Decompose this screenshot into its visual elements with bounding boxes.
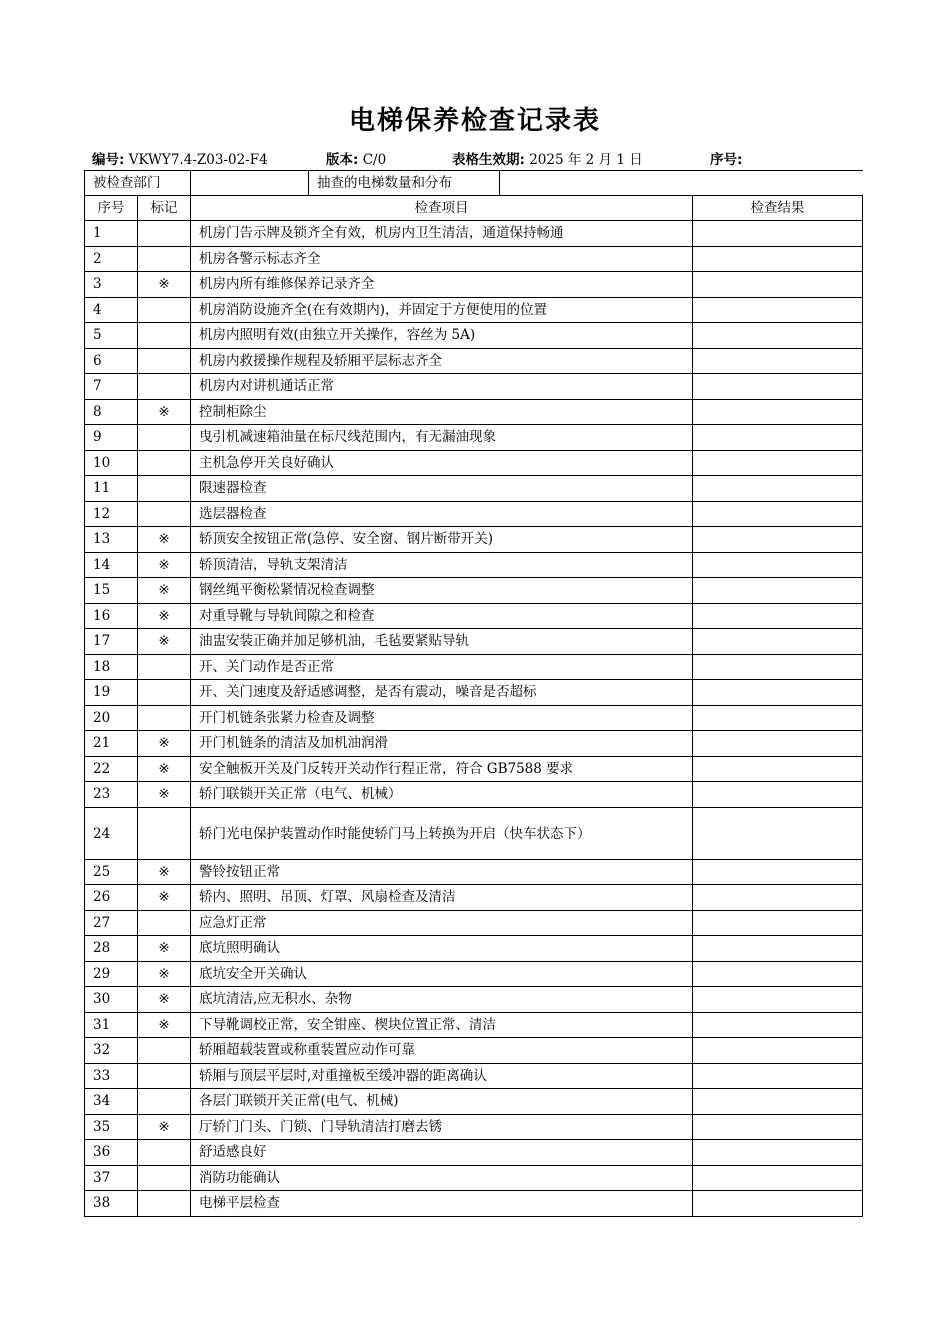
row-result-cell[interactable] <box>693 374 863 400</box>
row-result-cell[interactable] <box>693 936 863 962</box>
row-mark <box>138 654 191 680</box>
code-label: 编号: <box>92 152 125 168</box>
table-row <box>85 323 863 349</box>
row-mark <box>138 807 191 859</box>
row-mark <box>138 476 191 502</box>
row-number: 27 <box>85 910 138 936</box>
row-item: 机房各警示标志齐全 <box>191 246 693 272</box>
row-result-cell[interactable] <box>693 1012 863 1038</box>
row-result-cell[interactable] <box>693 1063 863 1089</box>
row-mark: ※ <box>138 782 191 808</box>
table-row <box>85 1140 863 1166</box>
row-item: 机房内所有维修保养记录齐全 <box>191 272 693 298</box>
row-result-cell[interactable] <box>693 323 863 349</box>
row-result-cell[interactable] <box>693 425 863 451</box>
table-row <box>85 425 863 451</box>
row-item: 轿顶安全按钮正常(急停、安全窗、钢片断带开关) <box>191 527 693 553</box>
row-result-cell[interactable] <box>693 910 863 936</box>
row-item: 轿顶清洁，导轨支架清洁 <box>191 552 693 578</box>
row-number: 20 <box>85 705 138 731</box>
code-field <box>92 148 268 168</box>
row-number: 17 <box>85 629 138 655</box>
row-number: 10 <box>85 450 138 476</box>
table-row <box>85 501 863 527</box>
table-row <box>85 885 863 911</box>
table-row <box>85 1165 863 1191</box>
row-item: 底坑安全开关确认 <box>191 961 693 987</box>
table-row <box>85 654 863 680</box>
sample-value-cell[interactable] <box>500 171 863 196</box>
table-row <box>85 578 863 604</box>
row-item: 主机急停开关良好确认 <box>191 450 693 476</box>
header-result: 检查结果 <box>693 196 863 221</box>
row-mark <box>138 425 191 451</box>
row-result-cell[interactable] <box>693 221 863 247</box>
table-row <box>85 527 863 553</box>
row-item: 机房内救援操作规程及轿厢平层标志齐全 <box>191 348 693 374</box>
row-mark <box>138 374 191 400</box>
row-item: 轿门联锁开关正常（电气、机械） <box>191 782 693 808</box>
row-item: 消防功能确认 <box>191 1165 693 1191</box>
row-mark: ※ <box>138 272 191 298</box>
row-number: 18 <box>85 654 138 680</box>
row-number: 9 <box>85 425 138 451</box>
effective-date-label: 表格生效期: <box>452 152 525 168</box>
inspection-table <box>84 170 863 1217</box>
row-result-cell[interactable] <box>693 272 863 298</box>
row-item: 底坑照明确认 <box>191 936 693 962</box>
row-result-cell[interactable] <box>693 348 863 374</box>
table-row <box>85 1038 863 1064</box>
row-item: 钢丝绳平衡松紧情况检查调整 <box>191 578 693 604</box>
row-item: 对重导靴与导轨间隙之和检查 <box>191 603 693 629</box>
header-item: 检查项目 <box>191 196 693 221</box>
table-row <box>85 961 863 987</box>
row-mark: ※ <box>138 756 191 782</box>
row-item: 机房内照明有效(由独立开关操作，容丝为 5A) <box>191 323 693 349</box>
row-result-cell[interactable] <box>693 297 863 323</box>
row-item: 轿厢超载装置或称重装置应动作可靠 <box>191 1038 693 1064</box>
row-number: 31 <box>85 1012 138 1038</box>
row-result-cell[interactable] <box>693 603 863 629</box>
row-number: 35 <box>85 1114 138 1140</box>
row-result-cell[interactable] <box>693 1140 863 1166</box>
sample-label: 抽查的电梯数量和分布 <box>309 171 500 196</box>
row-mark: ※ <box>138 936 191 962</box>
row-mark <box>138 246 191 272</box>
row-result-cell[interactable] <box>693 807 863 859</box>
row-result-cell[interactable] <box>693 1089 863 1115</box>
row-mark <box>138 221 191 247</box>
row-mark <box>138 450 191 476</box>
row-result-cell[interactable] <box>693 246 863 272</box>
row-result-cell[interactable] <box>693 654 863 680</box>
row-item: 机房内对讲机通话正常 <box>191 374 693 400</box>
effective-date-value: 2025 年 2 月 1 日 <box>529 152 643 168</box>
table-row <box>85 297 863 323</box>
row-number: 33 <box>85 1063 138 1089</box>
row-item: 下导靴调校正常，安全钳座、楔块位置正常、清洁 <box>191 1012 693 1038</box>
code-value: VKWY7.4-Z03-02-F4 <box>128 152 268 168</box>
table-row <box>85 552 863 578</box>
row-item: 电梯平层检查 <box>191 1191 693 1217</box>
table-row <box>85 1114 863 1140</box>
row-item: 选层器检查 <box>191 501 693 527</box>
row-result-cell[interactable] <box>693 450 863 476</box>
row-item: 油盅安装正确并加足够机油，毛毡要紧贴导轨 <box>191 629 693 655</box>
row-mark <box>138 297 191 323</box>
table-row <box>85 1063 863 1089</box>
row-number: 29 <box>85 961 138 987</box>
row-mark: ※ <box>138 961 191 987</box>
table-row <box>85 374 863 400</box>
row-result-cell[interactable] <box>693 961 863 987</box>
row-item: 安全触板开关及门反转开关动作行程正常，符合 GB7588 要求 <box>191 756 693 782</box>
row-item: 机房消防设施齐全(在有效期内)，并固定于方便使用的位置 <box>191 297 693 323</box>
row-mark <box>138 323 191 349</box>
row-item: 开、关门动作是否正常 <box>191 654 693 680</box>
row-result-cell[interactable] <box>693 987 863 1013</box>
row-result-cell[interactable] <box>693 859 863 885</box>
row-item: 警铃按钮正常 <box>191 859 693 885</box>
row-number: 2 <box>85 246 138 272</box>
row-number: 38 <box>85 1191 138 1217</box>
table-row <box>85 936 863 962</box>
row-mark: ※ <box>138 1012 191 1038</box>
row-item: 开、关门速度及舒适感调整，是否有震动，噪音是否超标 <box>191 680 693 706</box>
row-mark: ※ <box>138 629 191 655</box>
version-field <box>326 148 386 168</box>
row-mark: ※ <box>138 527 191 553</box>
table-row <box>85 399 863 425</box>
row-number: 25 <box>85 859 138 885</box>
row-mark: ※ <box>138 859 191 885</box>
row-result-cell[interactable] <box>693 782 863 808</box>
row-number: 36 <box>85 1140 138 1166</box>
row-item: 轿门光电保护装置动作时能使轿门马上转换为开启（快车状态下） <box>191 807 693 859</box>
row-result-cell[interactable] <box>693 399 863 425</box>
row-result-cell[interactable] <box>693 731 863 757</box>
table-row <box>85 1089 863 1115</box>
row-number: 14 <box>85 552 138 578</box>
row-number: 19 <box>85 680 138 706</box>
row-mark: ※ <box>138 552 191 578</box>
table-row <box>85 1191 863 1217</box>
row-number: 4 <box>85 297 138 323</box>
department-value-cell[interactable] <box>191 171 309 196</box>
row-number: 7 <box>85 374 138 400</box>
table-row <box>85 756 863 782</box>
row-item: 轿内、照明、吊顶、灯罩、风扇检查及清洁 <box>191 885 693 911</box>
table-row <box>85 910 863 936</box>
table-row <box>85 272 863 298</box>
page-title: 电梯保养检查记录表 <box>348 106 601 136</box>
row-mark <box>138 348 191 374</box>
table-row <box>85 450 863 476</box>
row-mark <box>138 1038 191 1064</box>
row-number: 3 <box>85 272 138 298</box>
row-item: 机房门告示牌及锁齐全有效，机房内卫生清洁，通道保持畅通 <box>191 221 693 247</box>
row-result-cell[interactable] <box>693 705 863 731</box>
row-number: 16 <box>85 603 138 629</box>
row-number: 6 <box>85 348 138 374</box>
row-number: 24 <box>85 807 138 859</box>
row-item: 厅轿门门头、门锁、门导轨清洁打磨去锈 <box>191 1114 693 1140</box>
table-row <box>85 705 863 731</box>
row-item: 轿厢与顶层平层时,对重撞板至缓冲器的距离确认 <box>191 1063 693 1089</box>
row-mark: ※ <box>138 731 191 757</box>
table-row <box>85 1012 863 1038</box>
row-result-cell[interactable] <box>693 756 863 782</box>
row-mark <box>138 910 191 936</box>
table-row <box>85 807 863 859</box>
row-result-cell[interactable] <box>693 578 863 604</box>
row-mark <box>138 680 191 706</box>
row-number: 34 <box>85 1089 138 1115</box>
header-no: 序号 <box>85 196 138 221</box>
table-row <box>85 859 863 885</box>
row-number: 5 <box>85 323 138 349</box>
table-row <box>85 246 863 272</box>
row-number: 23 <box>85 782 138 808</box>
department-row <box>85 171 863 196</box>
row-result-cell[interactable] <box>693 527 863 553</box>
row-number: 8 <box>85 399 138 425</box>
table-row <box>85 680 863 706</box>
row-mark: ※ <box>138 399 191 425</box>
version-value: C/0 <box>362 152 387 168</box>
row-mark: ※ <box>138 885 191 911</box>
row-number: 37 <box>85 1165 138 1191</box>
department-label: 被检查部门 <box>85 171 191 196</box>
row-result-cell[interactable] <box>693 552 863 578</box>
table-row <box>85 629 863 655</box>
row-item: 限速器检查 <box>191 476 693 502</box>
row-number: 13 <box>85 527 138 553</box>
table-row <box>85 476 863 502</box>
table-row <box>85 987 863 1013</box>
serial-field <box>710 148 742 168</box>
row-result-cell[interactable] <box>693 501 863 527</box>
table-row <box>85 603 863 629</box>
row-item: 开门机链条张紧力检查及调整 <box>191 705 693 731</box>
row-result-cell[interactable] <box>693 1038 863 1064</box>
table-row <box>85 348 863 374</box>
row-result-cell[interactable] <box>693 885 863 911</box>
row-mark <box>138 1089 191 1115</box>
row-number: 30 <box>85 987 138 1013</box>
row-mark <box>138 1140 191 1166</box>
row-number: 28 <box>85 936 138 962</box>
row-result-cell[interactable] <box>693 629 863 655</box>
row-number: 26 <box>85 885 138 911</box>
row-mark <box>138 1191 191 1217</box>
row-item: 底坑清洁,应无积水、杂物 <box>191 987 693 1013</box>
row-item: 控制柜除尘 <box>191 399 693 425</box>
header-row <box>85 196 863 221</box>
effective-date-field <box>452 148 643 168</box>
table-row <box>85 221 863 247</box>
row-number: 32 <box>85 1038 138 1064</box>
row-mark: ※ <box>138 987 191 1013</box>
row-item: 开门机链条的清洁及加机油润滑 <box>191 731 693 757</box>
row-mark: ※ <box>138 603 191 629</box>
row-result-cell[interactable] <box>693 680 863 706</box>
row-item: 舒适感良好 <box>191 1140 693 1166</box>
row-item: 应急灯正常 <box>191 910 693 936</box>
row-result-cell[interactable] <box>693 1114 863 1140</box>
row-mark <box>138 705 191 731</box>
row-mark <box>138 1165 191 1191</box>
row-mark <box>138 1063 191 1089</box>
row-number: 12 <box>85 501 138 527</box>
row-number: 15 <box>85 578 138 604</box>
row-number: 1 <box>85 221 138 247</box>
row-mark <box>138 501 191 527</box>
header-mark: 标记 <box>138 196 191 221</box>
row-result-cell[interactable] <box>693 1165 863 1191</box>
row-number: 21 <box>85 731 138 757</box>
row-mark: ※ <box>138 1114 191 1140</box>
serial-label: 序号: <box>710 152 743 168</box>
version-label: 版本: <box>326 152 359 168</box>
table-row <box>85 731 863 757</box>
row-item: 曳引机减速箱油量在标尺线范围内，有无漏油现象 <box>191 425 693 451</box>
row-mark: ※ <box>138 578 191 604</box>
row-result-cell[interactable] <box>693 476 863 502</box>
row-item: 各层门联锁开关正常(电气、机械) <box>191 1089 693 1115</box>
row-number: 22 <box>85 756 138 782</box>
table-row <box>85 782 863 808</box>
row-result-cell[interactable] <box>693 1191 863 1217</box>
row-number: 11 <box>85 476 138 502</box>
